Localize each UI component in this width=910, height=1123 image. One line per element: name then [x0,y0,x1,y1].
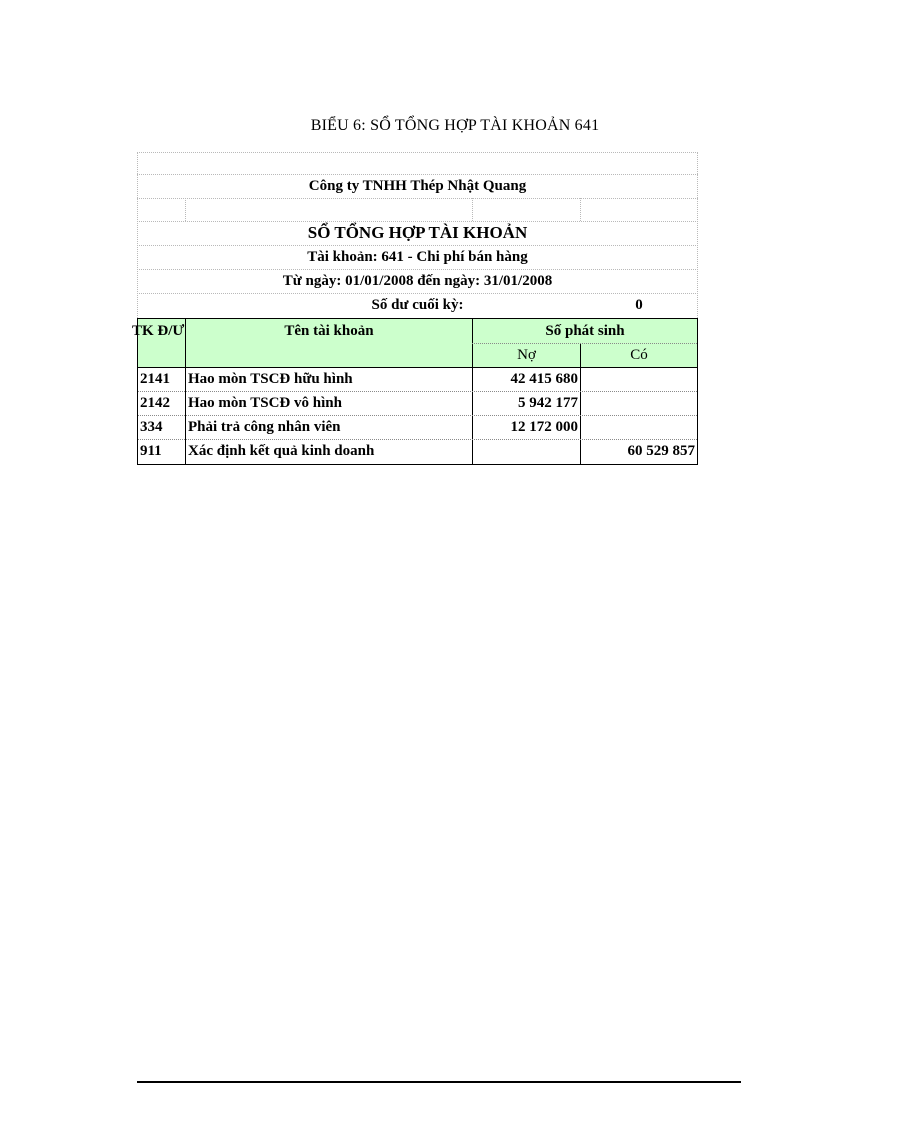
table-row [138,439,697,464]
period-line: Từ ngày: 01/01/2008 đến ngày: 31/01/2008 [282,272,553,289]
row-account: 2142 [140,394,170,411]
row-account: 2141 [140,370,170,387]
column-header-account: TK Đ/Ư [132,322,185,339]
company-name: Công ty TNHH Thép Nhật Quang [308,177,527,194]
gridline [185,198,186,221]
closing-balance-value: 0 [635,296,643,313]
row-debit: 12 172 000 [510,418,578,435]
gridline [137,198,698,199]
column-header-amount: Số phát sinh [545,322,625,339]
row-name: Hao mòn TSCĐ hữu hình [188,370,353,387]
footer-rule [137,1081,741,1083]
column-header-debit: Nợ [517,346,536,363]
row-name: Phải trả công nhân viên [188,418,341,435]
row-name: Xác định kết quả kinh doanh [188,443,375,459]
ledger-title: SỔ TỔNG HỢP TÀI KHOẢN [307,223,528,242]
table-row [138,367,697,391]
table-row [138,415,697,439]
account-line: Tài khoản: 641 - Chi phí bán hàng [307,248,528,265]
company-row [137,174,698,198]
row-credit [581,367,697,391]
row-credit [581,415,697,439]
ledger-sheet [132,152,698,465]
row-name: Hao mòn TSCĐ vô hình [188,394,342,411]
row-account: 911 [140,443,162,459]
table-row [138,391,697,415]
row-account: 334 [140,418,163,435]
row-credit: 60 529 857 [627,443,695,459]
gridline [580,198,581,221]
ledger-table [132,318,698,465]
closing-balance-label: Số dư cuối kỳ: [371,296,464,313]
row-credit [581,391,697,415]
row-debit: 42 415 680 [510,370,578,387]
column-header-name: Tên tài khoản [284,322,374,339]
ledger-title-row [137,221,698,245]
account-row [137,245,698,269]
gridline [137,152,698,153]
row-debit [473,439,580,464]
period-row [137,269,698,293]
closing-balance-row [137,293,698,317]
figure-caption: BIỂU 6: SỔ TỔNG HỢP TÀI KHOẢN 641 [310,117,600,134]
row-debit: 5 942 177 [518,394,578,411]
gridline [472,198,473,221]
column-header-credit: Có [630,346,648,363]
